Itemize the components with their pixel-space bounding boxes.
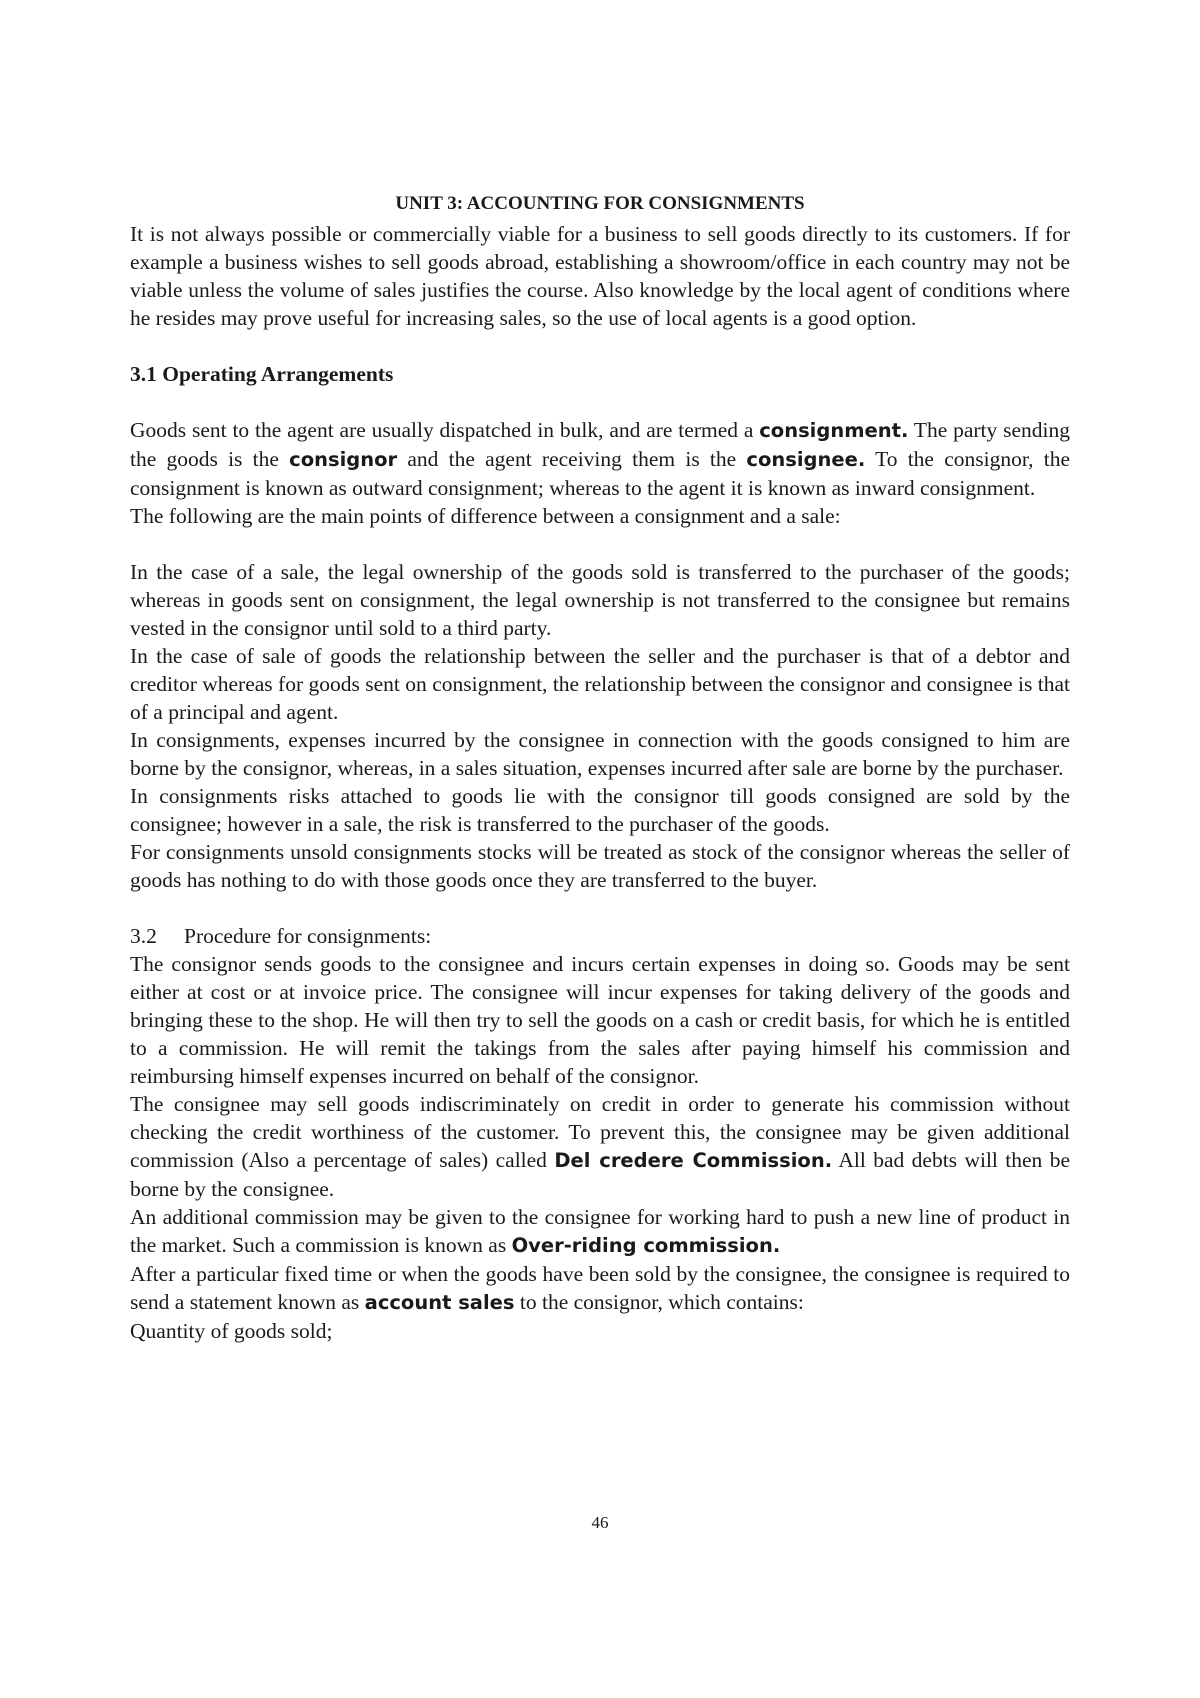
section-title: Procedure for consignments: xyxy=(184,924,432,948)
page-number: 46 xyxy=(591,1513,609,1532)
text-run: and the agent receiving them is the xyxy=(397,447,747,471)
spacer xyxy=(130,332,1070,360)
difference-point: In the case of sale of goods the relationship between the seller and the purchaser is that of a debtor and creditor whereas for goods sent on consignment, the relationship between the consignor and consignee is that of a principal and agent. xyxy=(130,644,1070,724)
text-run: To the consignor, the consignment is known as outward consignment; whereas to the agent it is known as inward consignment. xyxy=(130,447,1070,500)
spacer xyxy=(130,894,1070,922)
account-sales-paragraph xyxy=(130,1260,1070,1317)
section-number: 3.2 xyxy=(130,924,157,948)
term-over-riding-commission: Over-riding commission. xyxy=(511,1234,781,1257)
difference-point: For consignments unsold consignments stocks will be treated as stock of the consignor whereas the seller of goods has nothing to do with those goods once they are transferred to the buyer. xyxy=(130,840,1070,892)
term-consignee: consignee. xyxy=(746,448,866,471)
spacer xyxy=(130,388,1070,416)
difference-point: In consignments, expenses incurred by the consignee in connection with the goods consigned to him are borne by the consignor, whereas, in a sales situation, expenses incurred after sale are borne by the purchaser. xyxy=(130,728,1070,780)
text-run: The consignee may sell goods indiscriminately on credit in order to generate his commission without checking the credit worthiness of the customer. To prevent this, the consignee may be given additional commission (Also a percentage of sales) called xyxy=(130,1092,1070,1172)
text-run: Goods sent to the agent are usually dispatched in bulk, and are termed a xyxy=(130,418,760,442)
over-riding-paragraph xyxy=(130,1203,1070,1260)
term-account-sales: account sales xyxy=(364,1291,515,1314)
term-consignment: consignment. xyxy=(759,419,909,442)
consignment-definition-paragraph xyxy=(130,416,1070,502)
section-heading-3-1: 3.1 Operating Arrangements xyxy=(130,362,394,386)
section-heading-3-2 xyxy=(130,922,1070,950)
text-run: After a particular fixed time or when the goods have been sold by the consignee, the consignee is required to send a statement known as xyxy=(130,1262,1070,1314)
del-credere-paragraph xyxy=(130,1090,1070,1203)
term-consignor: consignor xyxy=(289,448,398,471)
difference-point: In the case of a sale, the legal ownership of the goods sold is transferred to the purchaser of the goods; whereas in goods sent on consignment, the legal ownership is not transferred to the consignee but remains vested in the consignor until sold to a third party. xyxy=(130,560,1070,640)
text-run: All bad debts will then be borne by the consignee. xyxy=(130,1148,1071,1201)
text-run: An additional commission may be given to the consignee for working hard to push a new line of product in the market. Such a commission is known as xyxy=(130,1205,1070,1257)
intro-paragraph: It is not always possible or commercially viable for a business to sell goods directly to its customers. If for example a business wishes to sell goods abroad, establishing a showroom/office in each country may not be viable unless the volume of sales justifies the course. Also knowledge by the local agent of conditions where he resides may prove useful for increasing sales, so the use of local agents is a good option. xyxy=(130,222,1070,330)
difference-point: In consignments risks attached to goods lie with the consignor till goods consigned are sold by the consignee; however in a sale, the risk is transferred to the purchaser of the goods. xyxy=(130,784,1070,836)
spacer xyxy=(130,530,1070,558)
page-title: UNIT 3: ACCOUNTING FOR CONSIGNMENTS xyxy=(395,193,805,214)
term-del-credere-commission: Del credere Commission. xyxy=(554,1149,833,1172)
document-page xyxy=(130,190,1070,1345)
text-run: to the consignor, which contains: xyxy=(514,1290,804,1314)
differences-intro: The following are the main points of difference between a consignment and a sale: xyxy=(130,504,841,528)
procedure-paragraph: The consignor sends goods to the consignee and incurs certain expenses in doing so. Goods may be sent either at cost or at invoice price. The consignee will incur expenses for taking delivery of the goods and bringing these to the shop. He will then try to sell the goods on a cash or credit basis, for which he is entitled to a commission. He will remit the takings from the sales after paying himself his commission and reimbursing himself expenses incurred on behalf of the consignor. xyxy=(130,952,1070,1088)
text-run: The party sending the goods is the xyxy=(130,418,1070,471)
list-item-quantity: Quantity of goods sold; xyxy=(130,1319,333,1343)
